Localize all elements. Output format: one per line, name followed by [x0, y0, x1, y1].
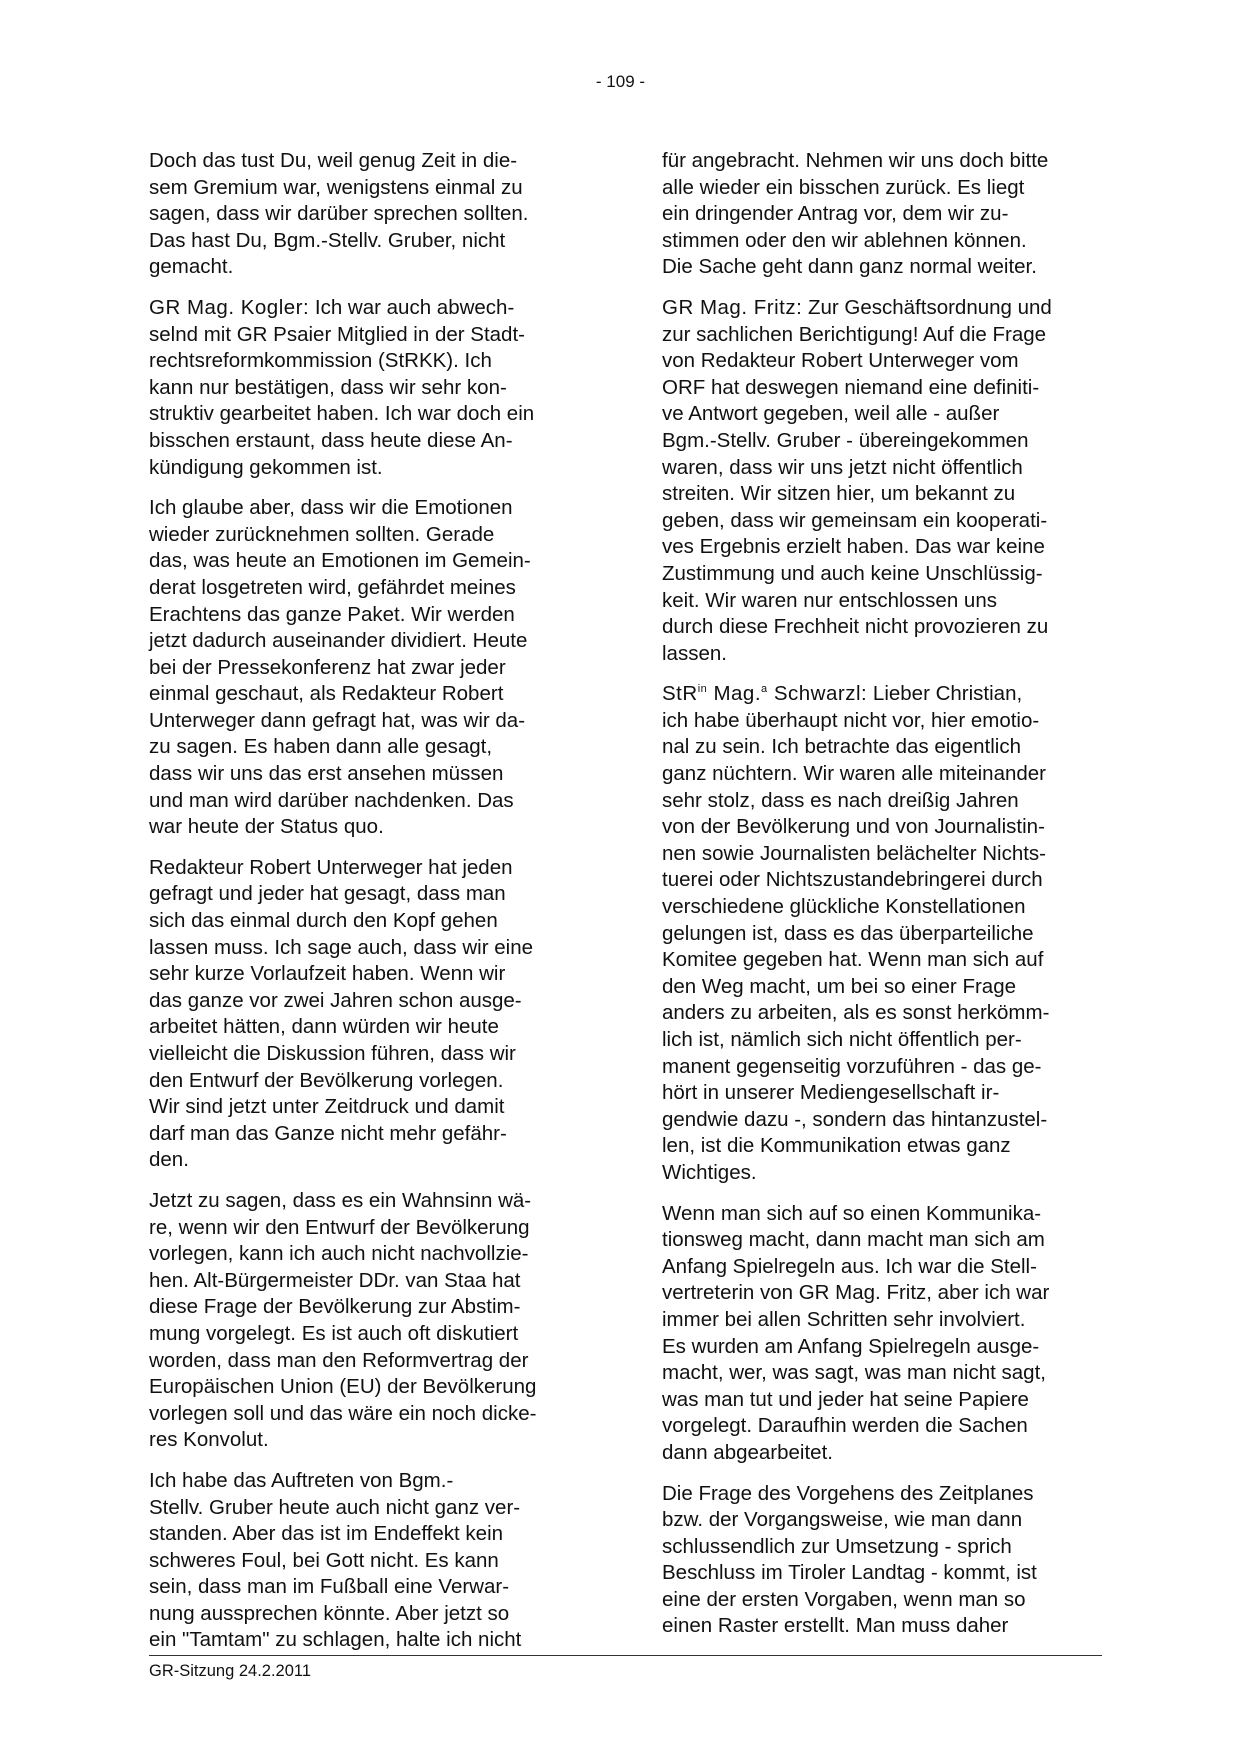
line-text: Bgm.-Stellv. Gruber - übereingekommen	[662, 428, 1029, 452]
line-text: Zustimmung und auch keine Unschlüssig-	[662, 561, 1043, 585]
text-line	[149, 1427, 599, 1454]
text-line	[662, 814, 1112, 841]
text-line	[662, 681, 1112, 708]
text-line	[662, 1307, 1112, 1334]
paragraph	[149, 295, 599, 481]
text-line	[149, 1495, 599, 1522]
line-text: Die Frage des Vorgehens des Zeitplanes	[662, 1481, 1034, 1505]
text-line	[662, 761, 1112, 788]
text-line	[149, 228, 599, 255]
text-line	[662, 254, 1112, 281]
text-line	[662, 401, 1112, 428]
line-text: dass wir uns das erst ansehen müssen	[149, 762, 504, 786]
line-text: Zur Geschäftsordnung und	[802, 295, 1052, 319]
line-text: das ganze vor zwei Jahren schon ausge-	[149, 988, 522, 1012]
text-line	[662, 428, 1112, 455]
text-line	[149, 628, 599, 655]
line-text: Ich habe das Auftreten von Bgm.-	[149, 1468, 454, 1492]
text-line	[662, 867, 1112, 894]
line-text: rechtsreformkommission (StRKK). Ich	[149, 349, 492, 373]
text-line	[149, 455, 599, 482]
line-text: Ich war auch abwech-	[309, 295, 515, 319]
text-line	[662, 561, 1112, 588]
line-text: Beschluss im Tiroler Landtag - kommt, ist	[662, 1561, 1037, 1585]
text-line	[662, 1280, 1112, 1307]
line-text: dann abgearbeitet.	[662, 1440, 833, 1464]
line-text: zur sachlichen Berichtigung! Auf die Frage	[662, 322, 1047, 346]
text-line	[662, 228, 1112, 255]
text-line	[149, 1014, 599, 1041]
text-line	[149, 708, 599, 735]
line-text: und man wird darüber nachdenken. Das	[149, 788, 514, 812]
text-line	[662, 1587, 1112, 1614]
left-column	[149, 148, 599, 1668]
text-line	[662, 1133, 1112, 1160]
line-text: bisschen erstaunt, dass heute diese An-	[149, 428, 513, 452]
speaker-name-part: a	[761, 683, 768, 696]
line-text: anders zu arbeiten, als es sonst herkömm-	[662, 1001, 1050, 1025]
line-text: vielleicht die Diskussion führen, dass wir	[149, 1042, 516, 1065]
line-text: tionsweg macht, dann macht man sich am	[662, 1228, 1045, 1252]
text-line	[662, 1507, 1112, 1534]
text-line	[662, 201, 1112, 228]
line-text: hen. Alt-Bürgermeister DDr. van Staa hat	[149, 1268, 521, 1292]
line-text: was man tut und jeder hat seine Papiere	[662, 1387, 1029, 1411]
line-text: lassen.	[662, 641, 727, 665]
footer-text: GR-Sitzung 24.2.2011	[149, 1662, 312, 1680]
text-line	[662, 894, 1112, 921]
text-line	[662, 1387, 1112, 1414]
paragraph	[662, 148, 1112, 281]
text-line	[149, 1548, 599, 1575]
paragraph	[149, 148, 599, 281]
text-line	[149, 1627, 599, 1654]
line-text: Jetzt zu sagen, dass es ein Wahnsinn wä-	[149, 1188, 532, 1212]
text-line	[149, 1121, 599, 1148]
speaker-name-part: StR	[662, 682, 698, 706]
line-text: diese Frage der Bevölkerung zur Abstim-	[149, 1295, 521, 1319]
line-text: den Entwurf der Bevölkerung vorlegen.	[149, 1068, 504, 1092]
paragraph	[662, 295, 1112, 667]
line-text: durch diese Frechheit nicht provozieren zu	[662, 615, 1049, 639]
text-line	[149, 1574, 599, 1601]
speaker-name-part: in	[697, 683, 708, 696]
text-line	[662, 1227, 1112, 1254]
text-line	[149, 761, 599, 788]
text-line	[149, 322, 599, 349]
text-line	[149, 1068, 599, 1095]
line-text: vorgelegt. Daraufhin werden die Sachen	[662, 1414, 1028, 1438]
line-text: nal zu sein. Ich betrachte das eigentlich	[662, 735, 1021, 759]
line-text: Unterweger dann gefragt hat, was wir da-	[149, 708, 526, 732]
text-line	[149, 1294, 599, 1321]
text-line	[662, 734, 1112, 761]
line-text: den Weg macht, um bei so einer Frage	[662, 974, 1016, 998]
line-text: einmal geschaut, als Redakteur Robert	[149, 682, 504, 706]
text-line	[662, 1054, 1112, 1081]
line-text: vorlegen, kann ich auch nicht nachvollzie-	[149, 1242, 529, 1266]
line-text: ein dringender Antrag vor, dem wir zu-	[662, 202, 1009, 226]
text-line	[662, 1413, 1112, 1440]
paragraph	[662, 1481, 1112, 1641]
text-line	[662, 375, 1112, 402]
line-text: Redakteur Robert Unterweger hat jeden	[149, 855, 513, 879]
line-text: sich das einmal durch den Kopf gehen	[149, 909, 498, 933]
text-line	[149, 348, 599, 375]
line-text: Doch das tust Du, weil genug Zeit in die-	[149, 149, 518, 172]
line-text: nung aussprechen könnte. Aber jetzt so	[149, 1601, 510, 1625]
text-line	[149, 1374, 599, 1401]
speaker-name-part: Schwarzl:	[767, 682, 868, 706]
text-line	[662, 947, 1112, 974]
text-line	[149, 961, 599, 988]
line-text: mung vorgelegt. Es ist auch oft diskutiert	[149, 1321, 519, 1345]
line-text: len, ist die Kommunikation etwas ganz	[662, 1134, 1011, 1158]
line-text: arbeitet hätten, dann würden wir heute	[149, 1015, 499, 1039]
line-text: sem Gremium war, wenigstens einmal zu	[149, 175, 523, 199]
text-line	[149, 1468, 599, 1495]
line-text: Wir sind jetzt unter Zeitdruck und damit	[149, 1095, 505, 1119]
line-text: für angebracht. Nehmen wir uns doch bitte	[662, 149, 1049, 172]
line-text: sehr stolz, dass es nach dreißig Jahren	[662, 788, 1019, 812]
line-text: macht, wer, was sagt, was man nicht sagt,	[662, 1361, 1046, 1385]
text-line	[149, 1241, 599, 1268]
line-text: Es wurden am Anfang Spielregeln ausge-	[662, 1334, 1040, 1358]
line-text: tuerei oder Nichtszustandebringerei durch	[662, 868, 1043, 892]
speaker-name	[662, 682, 867, 705]
text-line	[149, 1041, 599, 1068]
line-text: Erachtens das ganze Paket. Wir werden	[149, 602, 515, 626]
line-text: keit. Wir waren nur entschlossen uns	[662, 588, 997, 612]
line-text: wieder zurücknehmen sollten. Gerade	[149, 522, 495, 546]
text-line	[662, 974, 1112, 1001]
text-line	[149, 814, 599, 841]
text-line	[149, 681, 599, 708]
text-line	[149, 175, 599, 202]
text-line	[662, 708, 1112, 735]
text-line	[662, 1440, 1112, 1467]
text-line	[662, 1201, 1112, 1228]
line-text: von Redakteur Robert Unterweger vom	[662, 349, 1019, 373]
text-line	[662, 841, 1112, 868]
text-line	[149, 788, 599, 815]
line-text: gelungen ist, dass es das überparteiliche	[662, 921, 1034, 945]
line-text: von der Bevölkerung und von Journalistin-	[662, 815, 1045, 839]
text-line	[662, 921, 1112, 948]
line-text: schweres Foul, bei Gott nicht. Es kann	[149, 1548, 499, 1572]
line-text: gendwie dazu -, sondern das hintanzustel-	[662, 1107, 1048, 1131]
text-line	[662, 455, 1112, 482]
text-line	[662, 641, 1112, 668]
text-line	[149, 655, 599, 682]
line-text: manent gegenseitig vorzuführen - das ge-	[662, 1054, 1042, 1078]
text-line	[149, 295, 599, 322]
text-line	[149, 881, 599, 908]
text-line	[662, 1613, 1112, 1640]
page-number: - 109 -	[595, 72, 646, 91]
line-text: worden, dass man den Reformvertrag der	[149, 1348, 529, 1372]
paragraph	[662, 681, 1112, 1186]
line-text: immer bei allen Schritten sehr involviert.	[662, 1307, 1026, 1331]
text-line	[149, 1521, 599, 1548]
line-text: einen Raster erstellt. Man muss daher	[662, 1614, 1009, 1638]
text-line	[149, 1215, 599, 1242]
paragraph	[149, 495, 599, 841]
line-text: bei der Pressekonferenz hat zwar jeder	[149, 655, 506, 679]
text-line	[149, 548, 599, 575]
text-line	[149, 855, 599, 882]
line-text: streiten. Wir sitzen hier, um bekannt zu	[662, 482, 1016, 506]
line-text: den.	[149, 1148, 189, 1172]
line-text: ve Antwort gegeben, weil alle - außer	[662, 402, 1000, 426]
speaker-name: GR Mag. Fritz:	[662, 295, 803, 319]
line-text: res Konvolut.	[149, 1428, 269, 1452]
line-text: Wichtiges.	[662, 1160, 757, 1184]
line-text: eine der ersten Vorgaben, wenn man so	[662, 1587, 1026, 1611]
line-text: Komitee gegeben hat. Wenn man sich auf	[662, 948, 1044, 972]
line-text: jetzt dadurch auseinander dividiert. Heute	[149, 629, 528, 653]
text-line	[662, 1254, 1112, 1281]
text-line	[149, 201, 599, 228]
text-line	[662, 148, 1112, 175]
line-text: war heute der Status quo.	[149, 815, 384, 839]
text-line	[662, 1534, 1112, 1561]
line-text: Europäischen Union (EU) der Bevölkerung	[149, 1375, 537, 1399]
text-line	[149, 1321, 599, 1348]
paragraph	[149, 855, 599, 1174]
line-text: Wenn man sich auf so einen Kommunika-	[662, 1201, 1042, 1225]
line-text: struktiv gearbeitet haben. Ich war doch ein	[149, 402, 535, 426]
text-line	[662, 534, 1112, 561]
line-text: ves Ergebnis erzielt haben. Das war keine	[662, 535, 1045, 559]
text-line	[662, 322, 1112, 349]
right-column	[662, 148, 1112, 1654]
line-text: bzw. der Vorgangsweise, wie man dann	[662, 1508, 1023, 1532]
line-text: ganz nüchtern. Wir waren alle miteinander	[662, 762, 1046, 786]
text-line	[662, 508, 1112, 535]
line-text: schlussendlich zur Umsetzung - sprich	[662, 1534, 1012, 1558]
line-text: standen. Aber das ist im Endeffekt kein	[149, 1522, 504, 1546]
text-line	[662, 588, 1112, 615]
line-text: vorlegen soll und das wäre ein noch dicke-	[149, 1401, 537, 1425]
line-text: hört in unserer Mediengesellschaft ir-	[662, 1081, 1000, 1105]
line-text: gemacht.	[149, 255, 234, 279]
paragraph	[149, 1468, 599, 1654]
text-line	[662, 175, 1112, 202]
line-text: darf man das Ganze nicht mehr gefähr-	[149, 1121, 507, 1145]
text-line	[662, 1560, 1112, 1587]
line-text: derat losgetreten wird, gefährdet meines	[149, 575, 516, 599]
line-text: Die Sache geht dann ganz normal weiter.	[662, 255, 1037, 279]
text-line	[662, 295, 1112, 322]
text-line	[149, 428, 599, 455]
line-text: waren, dass wir uns jetzt nicht öffentlich	[662, 455, 1023, 479]
line-text: Das hast Du, Bgm.-Stellv. Gruber, nicht	[149, 228, 506, 252]
line-text: ORF hat deswegen niemand eine definiti-	[662, 375, 1040, 399]
line-text: verschiedene glückliche Konstellationen	[662, 895, 1026, 919]
line-text: Anfang Spielregeln aus. Ich war die Stell-	[662, 1254, 1037, 1278]
line-text: sein, dass man im Fußball eine Verwar-	[149, 1575, 510, 1599]
text-line	[149, 734, 599, 761]
line-text: lich ist, nämlich sich nicht öffentlich per-	[662, 1028, 1022, 1051]
line-text: Stellv. Gruber heute auch nicht ganz ver-	[149, 1495, 521, 1519]
line-text: selnd mit GR Psaier Mitglied in der Stadt-	[149, 322, 525, 346]
text-line	[662, 1360, 1112, 1387]
text-line	[149, 522, 599, 549]
line-text: sehr kurze Vorlaufzeit haben. Wenn wir	[149, 962, 506, 986]
line-text: re, wenn wir den Entwurf der Bevölkerung	[149, 1215, 530, 1239]
text-line	[149, 1401, 599, 1428]
text-line	[149, 254, 599, 281]
text-line	[662, 788, 1112, 815]
line-text: kann nur bestätigen, dass wir sehr kon-	[149, 375, 507, 399]
footer-divider	[149, 1655, 1102, 1656]
text-line	[149, 908, 599, 935]
line-text: lassen muss. Ich sage auch, dass wir eine	[149, 935, 533, 959]
text-line	[662, 1107, 1112, 1134]
text-line	[662, 348, 1112, 375]
line-text: stimmen oder den wir ablehnen können.	[662, 228, 1027, 252]
text-line	[662, 1334, 1112, 1361]
line-text: zu sagen. Es haben dann alle gesagt,	[149, 735, 493, 759]
text-line	[149, 1147, 599, 1174]
text-line	[149, 575, 599, 602]
text-line	[662, 1481, 1112, 1508]
text-line	[662, 614, 1112, 641]
text-line	[149, 148, 599, 175]
text-line	[149, 495, 599, 522]
line-text: nen sowie Journalisten belächelter Nichts-	[662, 841, 1047, 865]
text-line	[662, 1027, 1112, 1054]
text-line	[149, 1094, 599, 1121]
line-text: Lieber Christian,	[867, 682, 1023, 706]
text-line	[149, 1348, 599, 1375]
text-line	[149, 988, 599, 1015]
line-text: ein "Tamtam" zu schlagen, halte ich nicht	[149, 1628, 522, 1652]
text-line	[149, 602, 599, 629]
line-text: Ich glaube aber, dass wir die Emotionen	[149, 496, 513, 520]
text-line	[149, 375, 599, 402]
paragraph	[662, 1201, 1112, 1467]
line-text: kündigung gekommen ist.	[149, 455, 383, 479]
line-text: sagen, dass wir darüber sprechen sollten.	[149, 202, 529, 226]
text-line	[662, 481, 1112, 508]
line-text: gefragt und jeder hat gesagt, dass man	[149, 882, 506, 906]
line-text: ich habe überhaupt nicht vor, hier emotio-	[662, 708, 1040, 732]
text-line	[149, 935, 599, 962]
text-line	[662, 1000, 1112, 1027]
line-text: alle wieder ein bisschen zurück. Es liegt	[662, 175, 1025, 199]
text-line	[149, 1601, 599, 1628]
speaker-name-part: Mag.	[707, 682, 762, 706]
text-line	[149, 1268, 599, 1295]
text-line	[662, 1160, 1112, 1187]
paragraph	[149, 1188, 599, 1454]
line-text: geben, dass wir gemeinsam ein kooperati-	[662, 508, 1048, 532]
text-line	[149, 1188, 599, 1215]
line-text: das, was heute an Emotionen im Gemein-	[149, 549, 531, 573]
speaker-name: GR Mag. Kogler:	[149, 295, 310, 319]
line-text: vertreterin von GR Mag. Fritz, aber ich war	[662, 1281, 1050, 1305]
text-line	[662, 1080, 1112, 1107]
text-line	[149, 401, 599, 428]
